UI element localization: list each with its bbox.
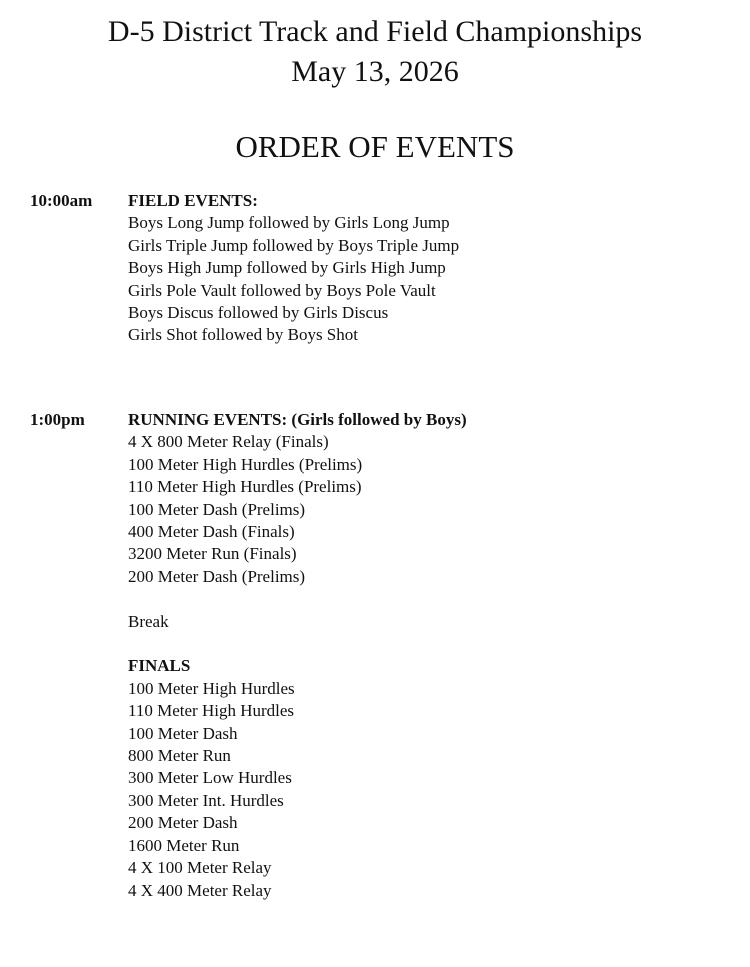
field-events-time: 10:00am [30,191,93,210]
field-event-item: Boys Long Jump followed by Girls Long Jump [128,213,450,233]
field-events-heading: FIELD EVENTS: [128,191,258,210]
finals-event-item: 1600 Meter Run [128,835,240,855]
document-date: May 13, 2026 [291,55,459,88]
field-event-item: Girls Shot followed by Boys Shot [128,325,358,345]
running-event-item: 100 Meter High Hurdles (Prelims) [128,454,363,474]
document-title: D-5 District Track and Field Championships [107,15,643,48]
running-events-time: 1:00pm [30,410,85,429]
running-event-item: 110 Meter High Hurdles (Prelims) [128,477,362,497]
finals-event-item: 4 X 400 Meter Relay [128,880,272,900]
running-event-item: 3200 Meter Run (Finals) [128,544,297,564]
field-event-item: Boys Discus followed by Girls Discus [128,303,389,323]
finals-event-item: 4 X 100 Meter Relay [128,858,272,878]
field-event-item: Girls Pole Vault followed by Boys Pole Vault [128,280,436,300]
break-label: Break [128,611,169,631]
finals-event-item: 200 Meter Dash [128,813,238,833]
running-events-block [128,409,467,902]
finals-event-item: 110 Meter High Hurdles [128,701,295,721]
running-event-item: 400 Meter Dash (Finals) [128,522,295,542]
field-events-block [128,190,459,347]
finals-event-item: 100 Meter High Hurdles [128,678,295,698]
spacer [128,633,467,655]
running-event-item: 4 X 800 Meter Relay (Finals) [128,432,329,452]
running-event-item: 200 Meter Dash (Prelims) [128,566,306,586]
running-events-heading: RUNNING EVENTS: (Girls followed by Boys) [128,410,467,429]
order-of-events-heading: ORDER OF EVENTS [235,129,515,164]
field-event-item: Boys High Jump followed by Girls High Jump [128,258,446,278]
spacer [128,588,467,610]
finals-event-item: 300 Meter Low Hurdles [128,768,292,788]
field-event-item: Girls Triple Jump followed by Boys Triple Jump [128,235,460,255]
running-event-item: 100 Meter Dash (Prelims) [128,499,306,519]
finals-event-item: 100 Meter Dash [128,723,238,743]
finals-event-item: 300 Meter Int. Hurdles [128,790,284,810]
finals-heading: FINALS [128,656,191,676]
finals-event-item: 800 Meter Run [128,746,231,766]
